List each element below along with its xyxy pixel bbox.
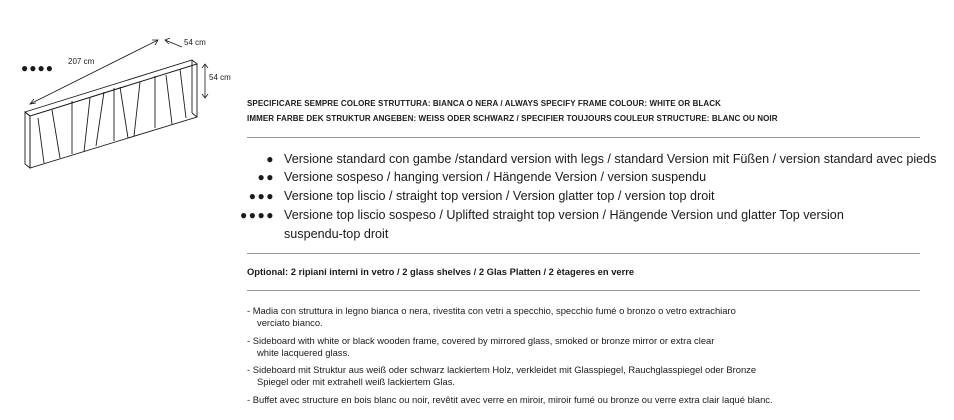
version-dots: ● xyxy=(266,152,275,166)
frame-colour-notice-1: SPECIFICARE SEMPRE COLORE STRUTTURA: BIANCA O NERA / ALWAYS SPECIFY FRAME COLOUR: WHITE OR BLACK xyxy=(247,99,722,108)
optional-shelves-note: Optional: 2 ripiani interni in vetro / 2 glass shelves / 2 Glas Platten / 2 ètageres en verre xyxy=(247,266,635,277)
divider xyxy=(247,137,920,138)
description-german: - Sideboard mit Struktur aus weiß oder schwarz lackiertem Holz, verkleidet mit Glasspiegel, Rauchglasspiegel oder Bronze xyxy=(247,364,757,375)
version-text: Versione top liscio / straight top version / Version glatter top / version top droit xyxy=(284,189,715,203)
divider xyxy=(247,290,920,291)
sideboard-drawing xyxy=(0,0,250,190)
version-dots: ●●● xyxy=(248,189,275,203)
description-italian: - Madia con struttura in legno bianca o nera, rivestita con vetri a specchio, specchio fumé o bronzo o vetro extrachiaro xyxy=(247,305,736,316)
version-dots: ●● xyxy=(257,170,275,184)
version-text: Versione sospeso / hanging version / Hängende Version / version suspendu xyxy=(284,170,707,184)
description-english-cont: white lacquered glass. xyxy=(257,347,350,358)
version-text: Versione standard con gambe /standard version with legs / standard Version mit Füßen / version standard avec pieds xyxy=(284,152,937,166)
frame-colour-notice-2: IMMER FARBE DEK STRUKTUR ANGEBEN: WEISS ODER SCHWARZ / SPECIFIER TOUJOURS COULEUR STRUCTURE: BLANC OU NOIR xyxy=(247,114,778,123)
width-dimension-label: 207 cm xyxy=(68,57,95,66)
description-german-cont: Spiegel oder mit extrahell weiß lackiertem Glas. xyxy=(257,376,455,387)
description-french: - Buffet avec structure en bois blanc ou noir, revêtit avec verre en miroir, miroir fumé ou bronze ou verre extra clair laqué blanc. xyxy=(247,394,773,405)
description-english: - Sideboard with white or black wooden frame, covered by mirrored glass, smoked or bronze mirror or extra clear xyxy=(247,335,715,346)
version-dots: ●●●● xyxy=(240,208,275,222)
version-dots-marker: ●●●● xyxy=(21,61,54,75)
version-text-continuation: suspendu-top droit xyxy=(284,227,389,241)
height-dimension-label: 54 cm xyxy=(209,73,231,82)
version-text: Versione top liscio sospeso / Uplifted straight top version / Hängende Version und glatter Top version xyxy=(284,208,844,222)
depth-dimension-label: 54 cm xyxy=(184,38,206,47)
description-italian-cont: verciato bianco. xyxy=(257,317,323,328)
divider xyxy=(247,253,920,254)
